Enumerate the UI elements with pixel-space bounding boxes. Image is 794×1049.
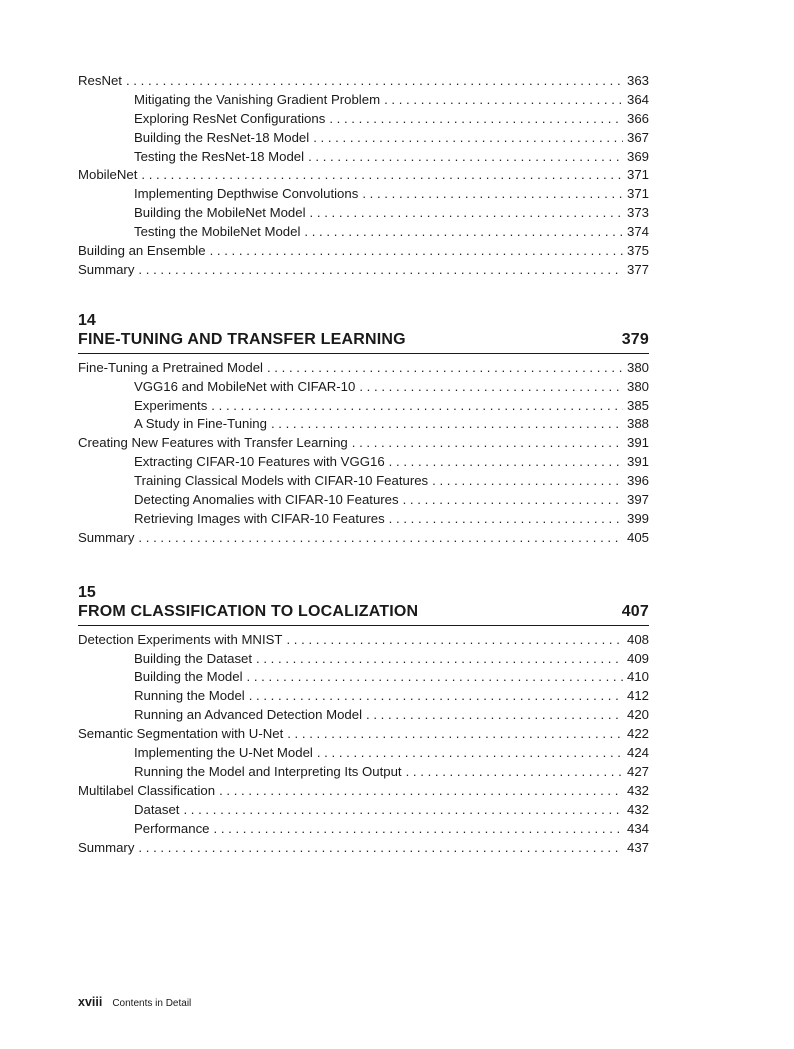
toc-entry-page: 369 — [626, 148, 649, 164]
toc-entry[interactable] — [78, 453, 649, 472]
toc-entry-title: Dataset — [134, 801, 180, 817]
dot-leader — [362, 185, 623, 204]
dot-leader — [126, 72, 623, 91]
toc-entry-page: 437 — [626, 839, 649, 855]
toc-entry-page: 397 — [626, 492, 649, 508]
toc-entry[interactable] — [78, 839, 649, 858]
toc-entry-page: 391 — [626, 435, 649, 451]
page-footer — [78, 995, 191, 1009]
toc-entry-page: 371 — [626, 186, 649, 202]
dot-leader — [138, 261, 623, 280]
toc-entry-title: Experiments — [134, 397, 208, 413]
chapter-title: FROM CLASSIFICATION TO LOCALIZATION — [78, 602, 419, 620]
toc-entry[interactable] — [78, 763, 649, 782]
toc-entry-title: Creating New Features with Transfer Learning — [78, 435, 348, 451]
dot-leader — [214, 820, 623, 839]
toc-entry-page: 432 — [626, 801, 649, 817]
toc-entry-page: 367 — [626, 129, 649, 145]
dot-leader — [210, 242, 623, 261]
toc-entry[interactable] — [78, 668, 649, 687]
toc-entry[interactable] — [78, 801, 649, 820]
toc-entry[interactable] — [78, 397, 649, 416]
toc-entry-title: Retrieving Images with CIFAR-10 Features — [134, 510, 385, 526]
chapter-heading[interactable] — [78, 602, 649, 626]
dot-leader — [366, 706, 623, 725]
toc-entry[interactable] — [78, 725, 649, 744]
toc-entry[interactable] — [78, 472, 649, 491]
toc-entry[interactable] — [78, 820, 649, 839]
dot-leader — [219, 782, 623, 801]
toc-entry-page: 399 — [626, 510, 649, 526]
toc-entry[interactable] — [78, 166, 649, 185]
toc-entry[interactable] — [78, 110, 649, 129]
chapter-title: FINE-TUNING AND TRANSFER LEARNING — [78, 330, 406, 348]
toc-entry-page: 373 — [626, 205, 649, 221]
toc-entry-title: Building the Dataset — [134, 650, 253, 666]
toc-entry[interactable] — [78, 185, 649, 204]
dot-leader — [247, 668, 623, 687]
toc-entry-title: Implementing the U-Net Model — [134, 745, 313, 761]
toc-entry-title: Detecting Anomalies with CIFAR-10 Features — [134, 492, 399, 508]
dot-leader — [329, 110, 623, 129]
toc-entry-page: 422 — [626, 726, 649, 742]
dot-leader — [406, 763, 623, 782]
chapter-entries — [78, 359, 649, 548]
toc-entry-page: 371 — [626, 167, 649, 183]
toc-entry-title: Summary — [78, 261, 135, 277]
toc-entry[interactable] — [78, 148, 649, 167]
toc-entry-page: 364 — [626, 91, 649, 107]
toc-entry[interactable] — [78, 744, 649, 763]
table-of-contents — [78, 72, 649, 857]
toc-entry[interactable] — [78, 359, 649, 378]
dot-leader — [183, 801, 623, 820]
toc-entry-page: 405 — [626, 529, 649, 545]
toc-entry-title: Exploring ResNet Configurations — [134, 110, 326, 126]
dot-leader — [384, 91, 623, 110]
dot-leader — [359, 378, 623, 397]
dot-leader — [308, 148, 623, 167]
dot-leader — [256, 650, 623, 669]
toc-entry-page: 391 — [626, 454, 649, 470]
dot-leader — [287, 725, 623, 744]
toc-entry[interactable] — [78, 91, 649, 110]
toc-entry-title: Detection Experiments with MNIST — [78, 631, 283, 647]
dot-leader — [389, 453, 623, 472]
toc-entry[interactable] — [78, 378, 649, 397]
dot-leader — [271, 415, 623, 434]
toc-entry-page: 380 — [626, 359, 649, 375]
toc-entry-title: Summary — [78, 839, 135, 855]
toc-entry-page: 366 — [626, 110, 649, 126]
toc-entry[interactable] — [78, 242, 649, 261]
toc-entry-title: Extracting CIFAR-10 Features with VGG16 — [134, 454, 385, 470]
toc-section-continued — [78, 72, 649, 280]
toc-entry[interactable] — [78, 706, 649, 725]
toc-entry[interactable] — [78, 129, 649, 148]
toc-entry-title: MobileNet — [78, 167, 138, 183]
dot-leader — [286, 631, 623, 650]
chapter-page: 407 — [621, 602, 649, 620]
toc-entry-title: Building the MobileNet Model — [134, 205, 306, 221]
toc-entry-title: VGG16 and MobileNet with CIFAR-10 — [134, 378, 356, 394]
chapter-number: 15 — [78, 583, 96, 601]
dot-leader — [138, 839, 623, 858]
toc-entry-title: Building the Model — [134, 669, 243, 685]
dot-leader — [304, 223, 623, 242]
toc-entry-title: Implementing Depthwise Convolutions — [134, 186, 359, 202]
chapter-page: 379 — [621, 330, 649, 348]
toc-entry-title: Multilabel Classification — [78, 782, 216, 798]
toc-entry-page: 363 — [626, 73, 649, 88]
chapter-entries — [78, 631, 649, 858]
toc-entry[interactable] — [78, 510, 649, 529]
toc-entry[interactable] — [78, 204, 649, 223]
toc-entry-page: 396 — [626, 473, 649, 489]
chapter-number: 14 — [78, 311, 96, 329]
toc-entry[interactable] — [78, 223, 649, 242]
dot-leader — [432, 472, 623, 491]
dot-leader — [310, 204, 623, 223]
dot-leader — [389, 510, 623, 529]
toc-entry[interactable] — [78, 631, 649, 650]
toc-entry-title: Building the ResNet-18 Model — [134, 129, 310, 145]
toc-entry[interactable] — [78, 687, 649, 706]
toc-entry[interactable] — [78, 434, 649, 453]
toc-entry-title: A Study in Fine-Tuning — [134, 416, 267, 432]
toc-entry-page: 388 — [626, 416, 649, 432]
footer-page-number: xviii — [78, 995, 103, 1009]
dot-leader — [352, 434, 623, 453]
toc-entry-page: 385 — [626, 397, 649, 413]
toc-entry[interactable] — [78, 261, 649, 280]
toc-entry-page: 374 — [626, 224, 649, 240]
toc-entry-title: Building an Ensemble — [78, 243, 206, 259]
toc-entry-page: 434 — [626, 820, 649, 836]
toc-entry-page: 432 — [626, 782, 649, 798]
dot-leader — [138, 529, 623, 548]
toc-entry[interactable] — [78, 491, 649, 510]
toc-entry-title: Performance — [134, 820, 210, 836]
toc-entry-title: Mitigating the Vanishing Gradient Problem — [134, 91, 381, 107]
toc-entry[interactable] — [78, 782, 649, 801]
toc-entry-page: 380 — [626, 378, 649, 394]
toc-entry-page: 412 — [626, 688, 649, 704]
dot-leader — [267, 359, 623, 378]
toc-entry[interactable] — [78, 72, 649, 91]
dot-leader — [141, 166, 623, 185]
dot-leader — [249, 687, 623, 706]
toc-entry-title: Running an Advanced Detection Model — [134, 707, 363, 723]
toc-entry-title: Running the Model and Interpreting Its Output — [134, 763, 402, 779]
toc-entry-title: Running the Model — [134, 688, 245, 704]
dot-leader — [403, 491, 623, 510]
toc-entry-page: 377 — [626, 261, 649, 277]
toc-entry[interactable] — [78, 650, 649, 669]
dot-leader — [211, 397, 623, 416]
toc-entry-page: 424 — [626, 745, 649, 761]
toc-entry-title: Summary — [78, 529, 135, 545]
toc-entry-title: Testing the MobileNet Model — [134, 224, 301, 240]
chapter-heading[interactable] — [78, 330, 649, 354]
dot-leader — [313, 129, 623, 148]
toc-entry-page: 410 — [626, 669, 649, 685]
toc-entry[interactable] — [78, 529, 649, 548]
toc-entry-title: Semantic Segmentation with U-Net — [78, 726, 284, 742]
toc-entry-page: 427 — [626, 763, 649, 779]
toc-entry-title: ResNet — [78, 73, 122, 88]
toc-entry-title: Training Classical Models with CIFAR-10 Features — [134, 473, 429, 489]
toc-entry-page: 408 — [626, 631, 649, 647]
chapter-15 — [78, 584, 649, 858]
dot-leader — [317, 744, 623, 763]
toc-entry-title: Testing the ResNet-18 Model — [134, 148, 305, 164]
toc-entry-title: Fine-Tuning a Pretrained Model — [78, 359, 263, 375]
toc-entry[interactable] — [78, 415, 649, 434]
toc-entry-page: 420 — [626, 707, 649, 723]
chapter-14 — [78, 312, 649, 548]
toc-entry-page: 375 — [626, 243, 649, 259]
footer-label: Contents in Detail — [112, 998, 192, 1009]
toc-entry-page: 409 — [626, 650, 649, 666]
